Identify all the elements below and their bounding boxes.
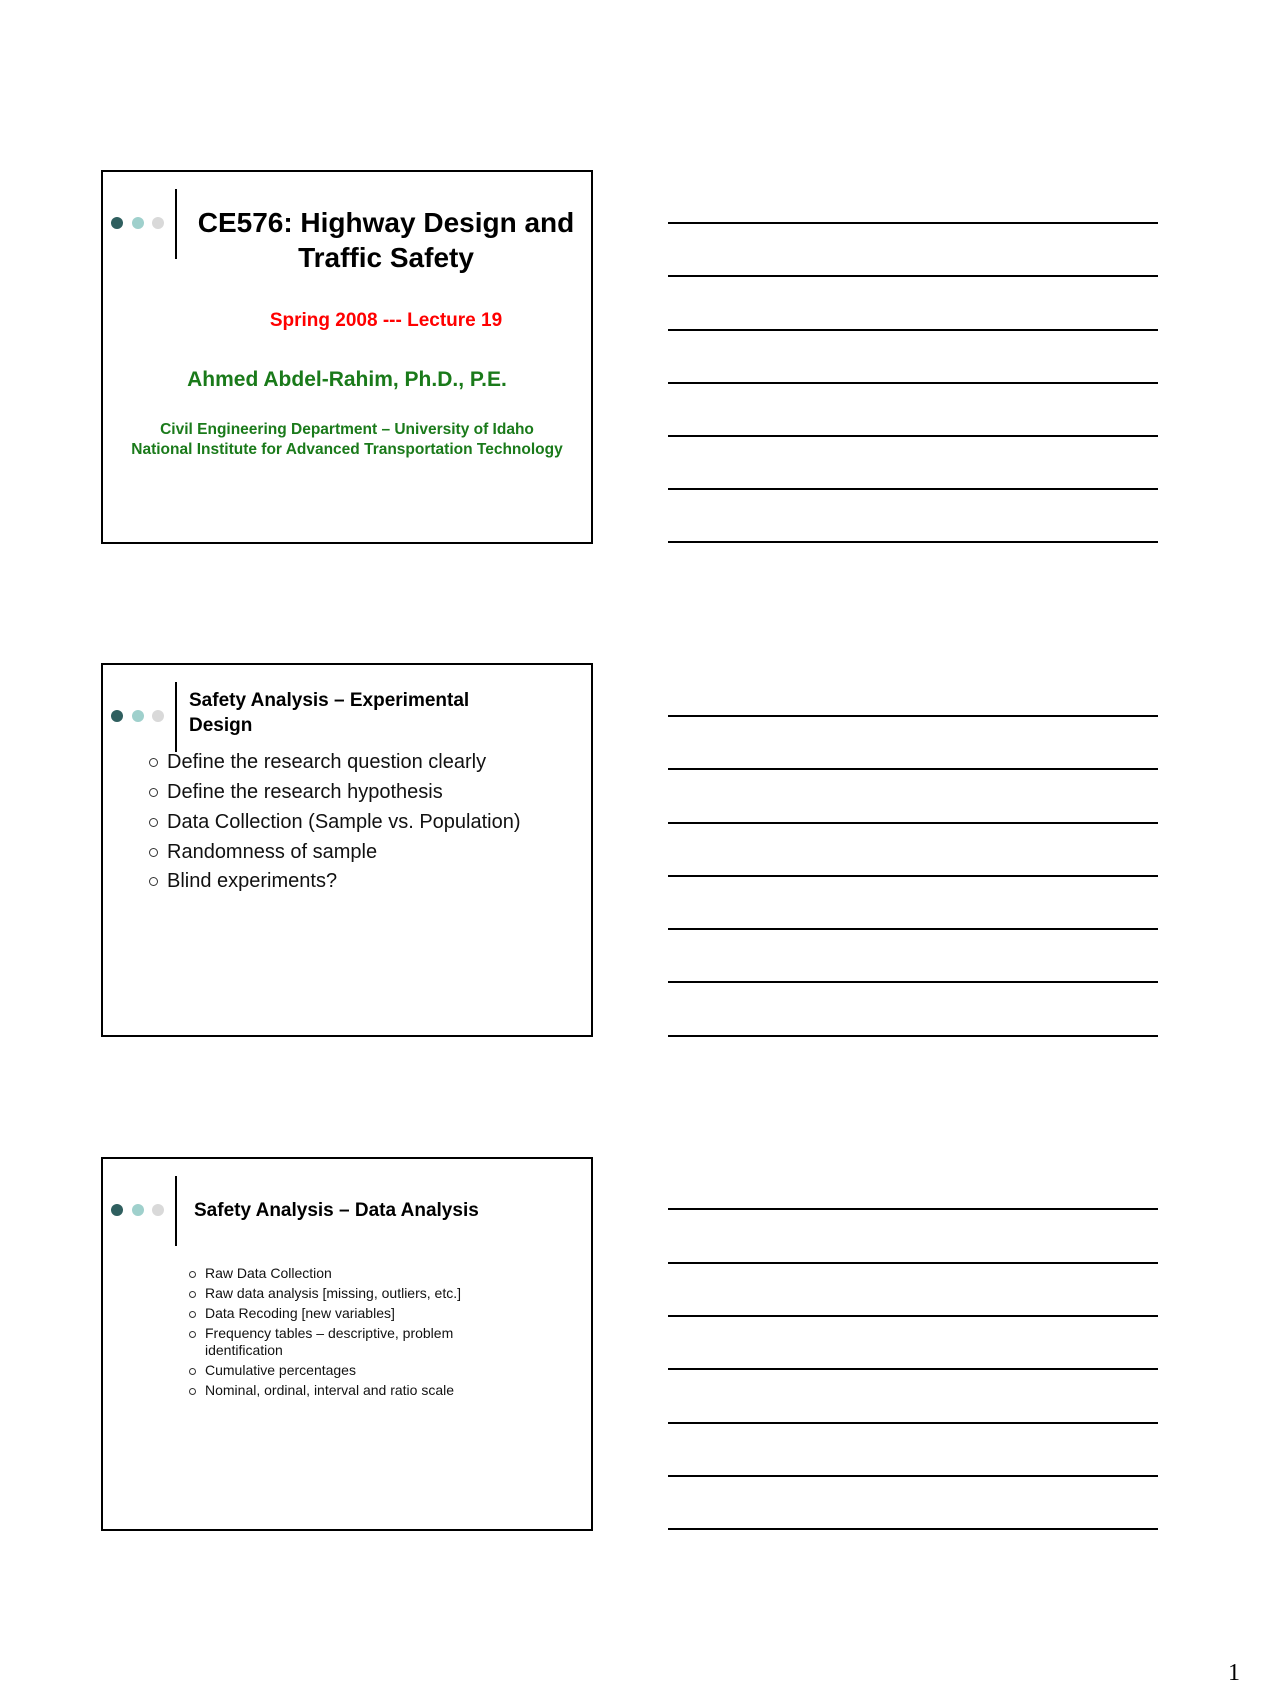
- note-line: [668, 1475, 1158, 1477]
- bullet-circle-icon: [189, 1291, 196, 1298]
- slide-2: [101, 663, 593, 1037]
- note-line: [668, 1208, 1158, 1210]
- bullet-text: Raw Data Collection: [205, 1265, 332, 1281]
- note-line: [668, 715, 1158, 717]
- bullet-circle-icon: [189, 1311, 196, 1318]
- title-line: CE576: Highway Design and: [197, 207, 575, 238]
- note-line: [668, 1262, 1158, 1264]
- title-line: Safety Analysis – Experimental: [189, 690, 470, 711]
- note-line: [668, 768, 1158, 770]
- note-line: [668, 275, 1158, 277]
- dot-icon: [111, 1204, 123, 1216]
- divider: [175, 1176, 177, 1246]
- bullet-circle-icon: [189, 1368, 196, 1375]
- dot-icon: [152, 217, 164, 229]
- title-line: Traffic Safety: [298, 242, 474, 273]
- note-line: [668, 435, 1158, 437]
- bullet-circle-icon: [149, 848, 158, 857]
- note-line: [668, 222, 1158, 224]
- bullet-text: Randomness of sample: [167, 841, 378, 863]
- author-name: Ahmed Abdel-Rahim, Ph.D., P.E.: [187, 368, 507, 391]
- note-line: [668, 1528, 1158, 1530]
- bullet-circle-icon: [189, 1331, 196, 1338]
- note-line: [668, 875, 1158, 877]
- bullet-text: Cumulative percentages: [205, 1362, 356, 1378]
- bullet-circle-icon: [149, 818, 158, 827]
- note-line: [668, 822, 1158, 824]
- bullet-text: Define the research question clearly: [167, 751, 487, 773]
- dot-icon: [132, 710, 144, 722]
- bullet-circle-icon: [149, 877, 158, 886]
- bullet-item: [149, 751, 486, 774]
- note-line: [668, 382, 1158, 384]
- page-number: 1: [1228, 1660, 1240, 1686]
- divider: [175, 682, 177, 752]
- bullet-item: [149, 811, 521, 834]
- note-line: [668, 541, 1158, 543]
- bullet-text: Raw data analysis [missing, outliers, etc.]: [205, 1285, 461, 1301]
- lecture-subtitle: Spring 2008 --- Lecture 19: [269, 310, 503, 331]
- note-line: [668, 1422, 1158, 1424]
- note-line: [668, 1035, 1158, 1037]
- divider: [175, 189, 177, 259]
- affiliation-line: National Institute for Advanced Transportation Technology: [131, 441, 563, 458]
- bullet-item: [149, 870, 337, 893]
- bullet-item: [189, 1305, 395, 1321]
- bullet-circle-icon: [149, 788, 158, 797]
- bullet-item: [149, 841, 377, 864]
- bullet-circle-icon: [189, 1271, 196, 1278]
- slide-1: [101, 170, 593, 544]
- slide-3: [101, 1157, 593, 1531]
- bullet-text: Blind experiments?: [167, 870, 338, 892]
- slide-title: Safety Analysis – Data Analysis: [194, 1200, 479, 1221]
- bullet-item: [189, 1382, 454, 1398]
- note-line: [668, 1315, 1158, 1317]
- bullet-text: Data Recoding [new variables]: [205, 1305, 395, 1321]
- note-line: [668, 1368, 1158, 1370]
- dot-icon: [152, 710, 164, 722]
- dot-icon: [111, 710, 123, 722]
- note-line: [668, 329, 1158, 331]
- bullet-item: [189, 1325, 453, 1341]
- bullet-continuation: identification: [205, 1342, 283, 1358]
- note-line: [668, 928, 1158, 930]
- bullet-item: [189, 1285, 461, 1301]
- slide-title: [181, 205, 591, 275]
- dot-icon: [132, 217, 144, 229]
- bullet-item: [189, 1265, 332, 1281]
- bullet-circle-icon: [189, 1388, 196, 1395]
- note-line: [668, 488, 1158, 490]
- bullet-text: Nominal, ordinal, interval and ratio scale: [205, 1382, 455, 1398]
- note-line: [668, 981, 1158, 983]
- bullet-text: Data Collection (Sample vs. Population): [167, 811, 521, 833]
- bullet-item: [189, 1362, 356, 1378]
- bullet-circle-icon: [149, 758, 158, 767]
- dot-icon: [111, 217, 123, 229]
- dot-icon: [152, 1204, 164, 1216]
- bullet-item: [149, 781, 443, 804]
- dot-icon: [132, 1204, 144, 1216]
- affiliation-line: Civil Engineering Department – University of Idaho: [160, 421, 534, 438]
- bullet-text: Define the research hypothesis: [167, 781, 443, 803]
- bullet-text: Frequency tables – descriptive, problem: [205, 1325, 454, 1341]
- slide-title: [189, 688, 469, 738]
- title-line: Design: [189, 715, 253, 736]
